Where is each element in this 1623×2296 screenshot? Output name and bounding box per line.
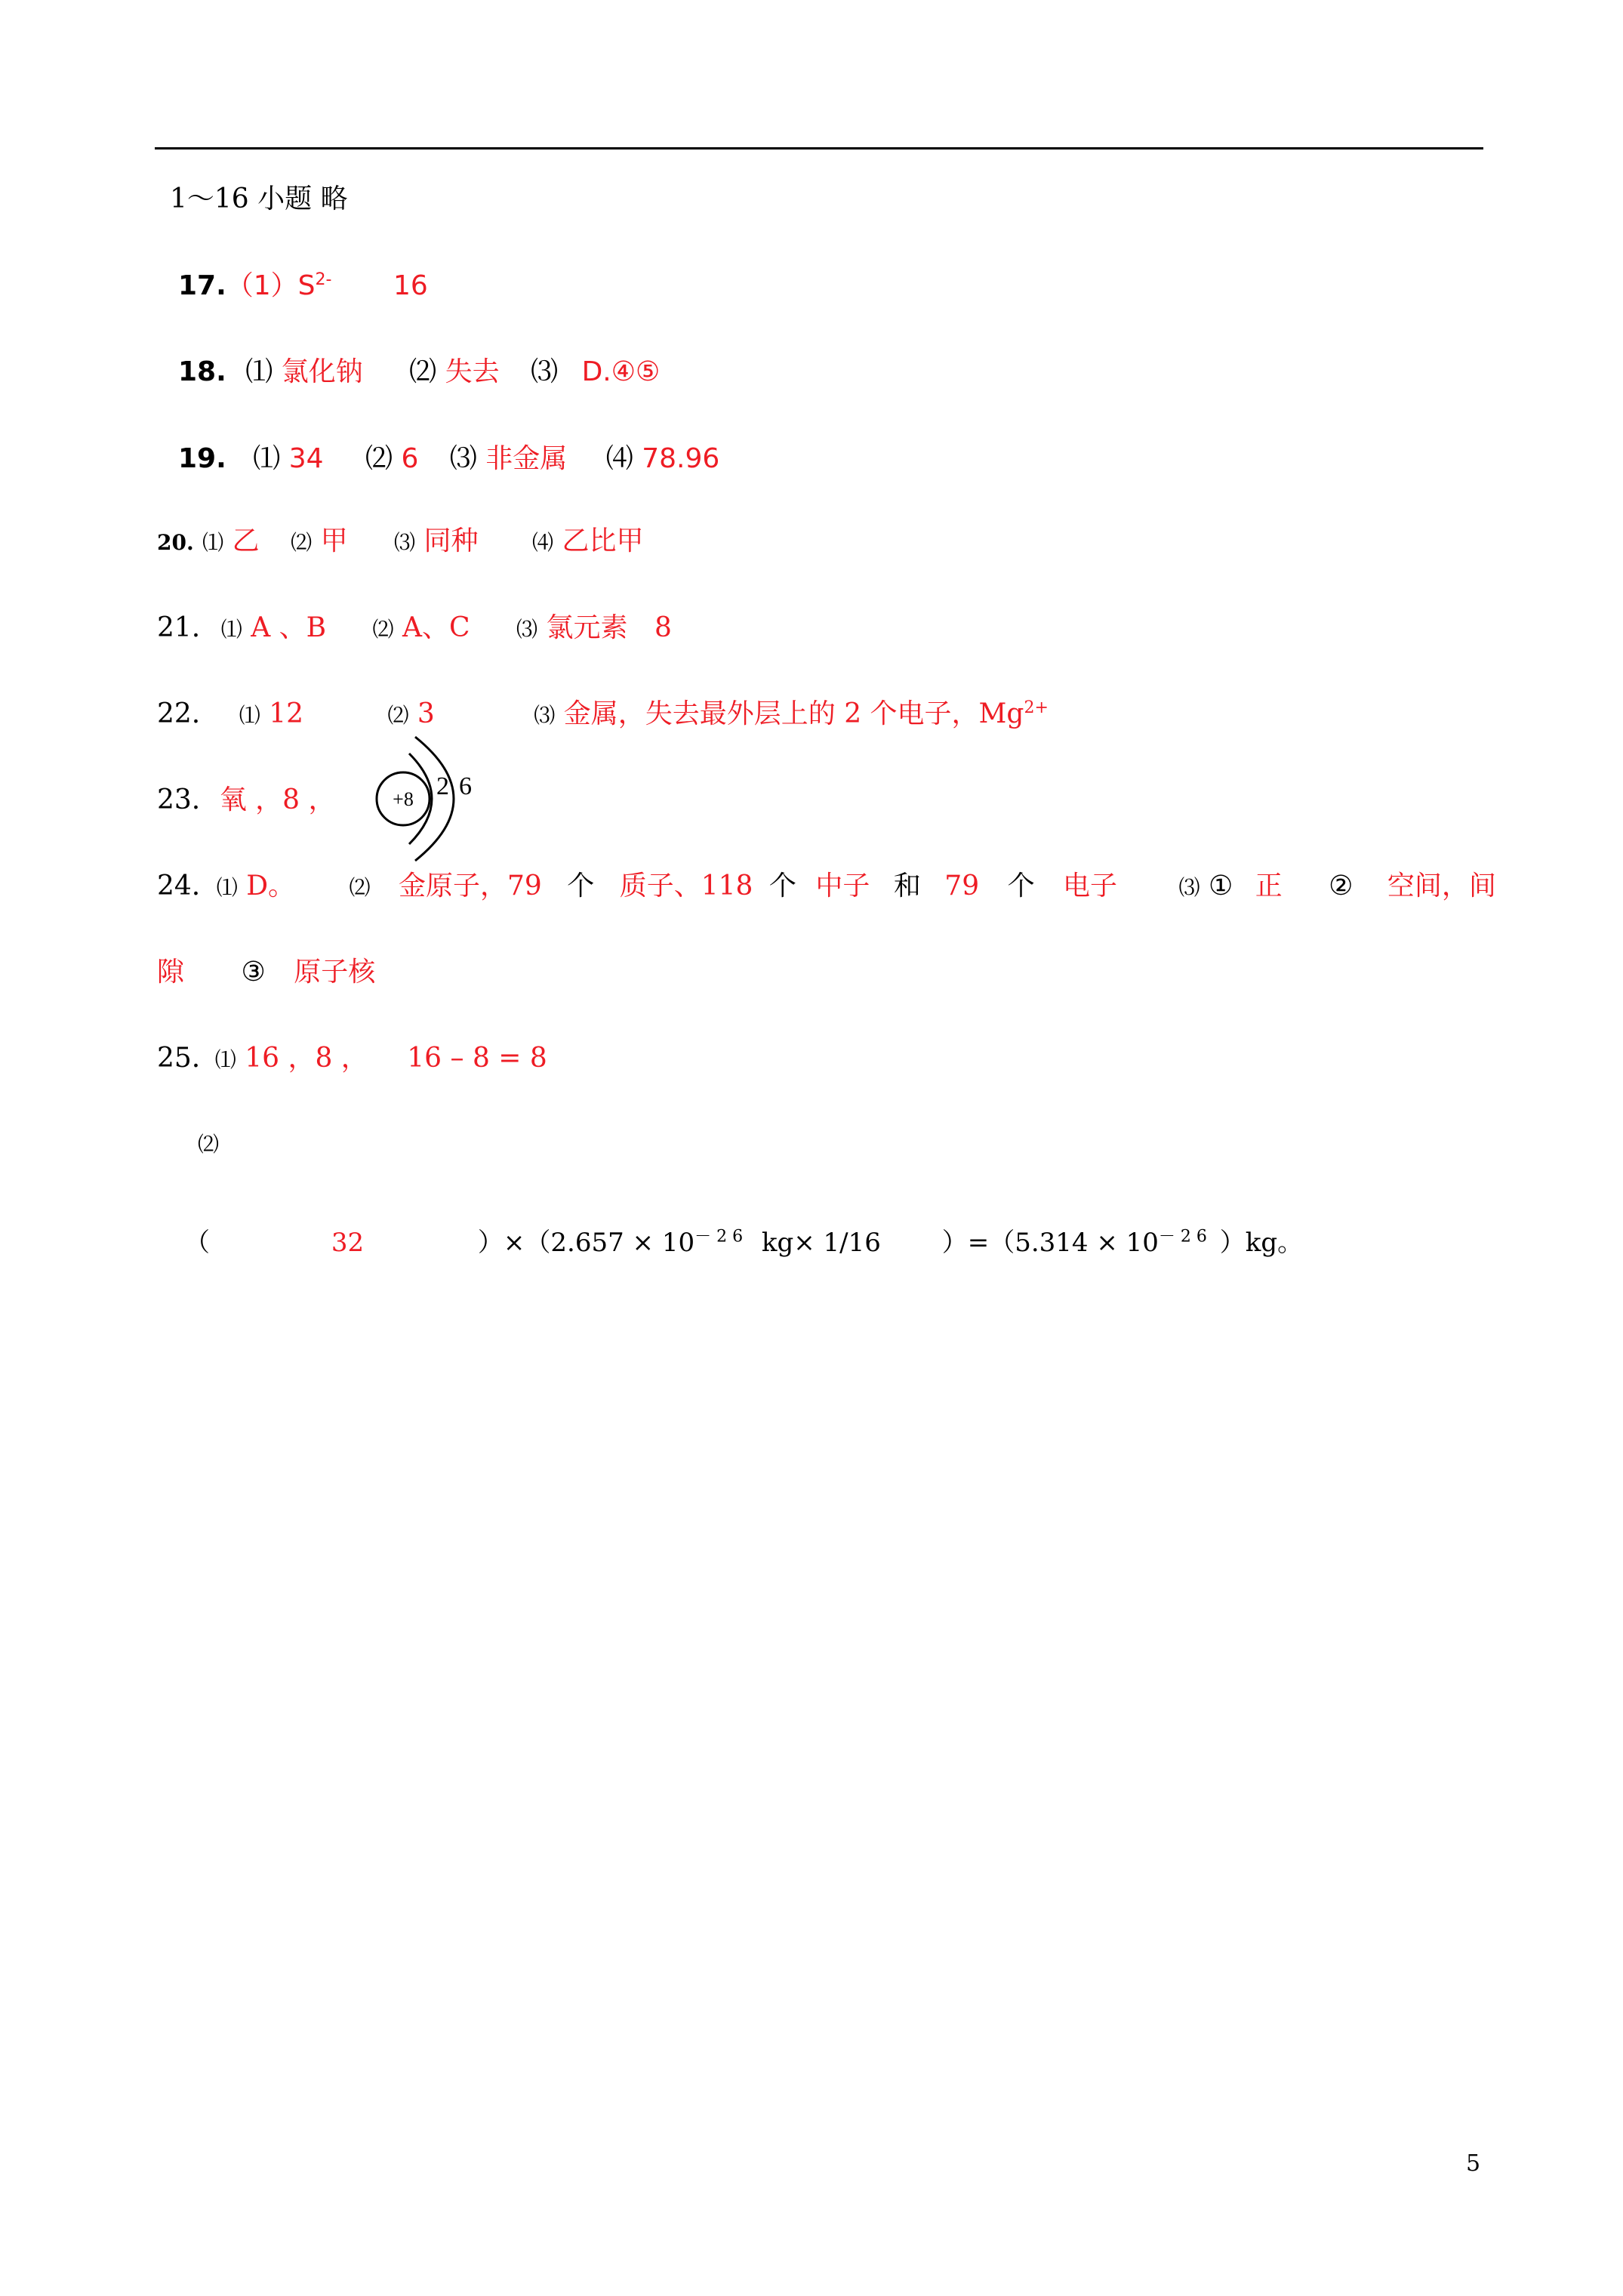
nucleus-charge: +8 bbox=[393, 788, 414, 810]
q24-circle-3: ③ bbox=[241, 957, 266, 988]
q24-answer-2e: 电子 bbox=[1063, 871, 1118, 901]
q24-answer-3c: 原子核 bbox=[294, 957, 376, 988]
q19-answer-1: 34 bbox=[288, 443, 324, 474]
q19-answer-3: 非金属 bbox=[485, 443, 568, 474]
q24-answer-2a: 金原子，79 bbox=[398, 871, 542, 901]
question-24 bbox=[157, 871, 1496, 903]
q18-label-2: ⑵ bbox=[409, 356, 437, 387]
q24-word-2: 个 bbox=[768, 871, 796, 901]
question-18 bbox=[178, 357, 660, 387]
q24-answer-2b: 质子、118 bbox=[619, 871, 753, 901]
q17-answer-2: 16 bbox=[393, 270, 428, 301]
q18-label-1: ⑴ bbox=[245, 356, 273, 387]
q17-superscript: 2- bbox=[315, 270, 332, 289]
question-23 bbox=[157, 785, 336, 815]
q20-label-1: ⑴ bbox=[202, 530, 224, 555]
q18-label-3: ⑶ bbox=[531, 356, 559, 387]
q20-label-2: ⑵ bbox=[291, 530, 313, 555]
q24-circle-2: ② bbox=[1329, 871, 1354, 901]
q20-answer-1: 乙 bbox=[232, 525, 260, 556]
q25-exponent-2: － 2 6 bbox=[1158, 1227, 1207, 1247]
question-20 bbox=[157, 526, 643, 558]
q22-answer-2: 3 bbox=[417, 698, 435, 729]
q22-label-1: ⑴ bbox=[239, 703, 260, 728]
q21-answer-3b: 8 bbox=[654, 612, 672, 643]
q22-label-2: ⑵ bbox=[387, 703, 409, 728]
q18-answer-1: 氯化钠 bbox=[281, 356, 363, 387]
q23-answer: 氧 ，8 ， bbox=[219, 784, 336, 815]
q24-label-3: ⑶ bbox=[1178, 875, 1200, 900]
q19-label-1: ⑴ bbox=[253, 443, 281, 474]
q25-expr-2: kg× 1/16 bbox=[761, 1228, 881, 1258]
q25-number: 25. bbox=[157, 1043, 201, 1074]
q25-open-paren: （ bbox=[184, 1228, 210, 1258]
q21-number: 21. bbox=[157, 612, 201, 643]
page-number: 5 bbox=[1466, 2150, 1481, 2177]
q24-label-2: ⑵ bbox=[349, 875, 371, 900]
q18-answer-2: 失去 bbox=[445, 356, 500, 387]
question-19 bbox=[178, 444, 719, 474]
q24-answer-3a: 正 bbox=[1255, 871, 1283, 901]
q24-answer-2c: 中子 bbox=[815, 871, 870, 901]
shell-1-electrons: 2 bbox=[436, 772, 449, 800]
q25-answer-1: 16 ，8 ， bbox=[245, 1043, 368, 1074]
question-24-continued bbox=[157, 957, 375, 988]
q21-answer-2: A、C bbox=[402, 612, 470, 643]
q20-label-4: ⑷ bbox=[531, 530, 553, 555]
q19-number: 19. bbox=[178, 443, 226, 474]
q24-word-4: 个 bbox=[1007, 871, 1035, 901]
q22-answer-3: 金属，失去最外层上的 2 个电子，Mg bbox=[563, 698, 1024, 729]
q25-expr-4: ）kg。 bbox=[1219, 1228, 1304, 1258]
q24-word-3: 和 bbox=[893, 871, 921, 901]
q24-answer-3b: 空间，间 bbox=[1387, 871, 1496, 901]
q17-answer-1: （1）S bbox=[226, 270, 316, 301]
q24-answer-1: D。 bbox=[246, 871, 296, 901]
q24-number: 24. bbox=[157, 871, 201, 901]
q19-label-2: ⑵ bbox=[365, 443, 393, 474]
q24-answer-3b-cont: 隙 bbox=[157, 957, 185, 988]
q21-label-1: ⑴ bbox=[220, 617, 242, 642]
q25-exponent-1: － 2 6 bbox=[694, 1227, 744, 1247]
header-rule bbox=[155, 147, 1483, 149]
q19-answer-2: 6 bbox=[401, 443, 419, 474]
question-17 bbox=[178, 271, 428, 301]
q23-number: 23. bbox=[157, 784, 201, 815]
q22-answer-1: 12 bbox=[269, 698, 303, 729]
q17-number: 17. bbox=[178, 270, 226, 301]
q24-label-1: ⑴ bbox=[216, 875, 238, 900]
q25-expr-3: ）=（5.314 × 10 bbox=[941, 1228, 1159, 1258]
header-note: 1～16 小题 略 bbox=[170, 183, 348, 214]
q21-label-2: ⑵ bbox=[372, 617, 394, 642]
q21-answer-1: A 、B bbox=[251, 612, 327, 643]
q20-answer-4: 乙比甲 bbox=[562, 525, 644, 556]
question-25 bbox=[157, 1043, 547, 1075]
q25-label-1: ⑴ bbox=[214, 1047, 236, 1072]
q18-answer-3: D.④⑤ bbox=[581, 356, 661, 387]
shell-2-electrons: 6 bbox=[459, 772, 472, 800]
q20-number: 20. bbox=[157, 530, 194, 555]
q24-word-1: 个 bbox=[567, 871, 595, 901]
q20-answer-2: 甲 bbox=[320, 525, 348, 556]
question-22 bbox=[157, 699, 1049, 731]
q25-answer-1b: 16 – 8 = 8 bbox=[407, 1043, 547, 1074]
q24-answer-2d: 79 bbox=[944, 871, 980, 901]
q22-label-3: ⑶ bbox=[534, 703, 556, 728]
q24-circle-1: ① bbox=[1208, 871, 1233, 901]
q22-number: 22. bbox=[157, 698, 201, 729]
question-21 bbox=[157, 613, 672, 645]
oxygen-atom-structure-diagram bbox=[364, 731, 492, 867]
q22-superscript: 2+ bbox=[1024, 698, 1049, 717]
q19-answer-4: 78.96 bbox=[642, 443, 720, 474]
q19-label-4: ⑷ bbox=[605, 443, 633, 474]
q21-label-3: ⑶ bbox=[516, 617, 538, 642]
q25-formula bbox=[184, 1222, 1303, 1259]
q25-label-2: ⑵ bbox=[198, 1132, 220, 1157]
q20-label-3: ⑶ bbox=[394, 530, 416, 555]
q20-answer-3: 同种 bbox=[423, 525, 479, 556]
q25-expr-1: ）×（2.657 × 10 bbox=[477, 1228, 695, 1258]
q25-red-value: 32 bbox=[331, 1228, 365, 1258]
q19-label-3: ⑶ bbox=[449, 443, 477, 474]
q18-number: 18. bbox=[178, 356, 226, 387]
q21-answer-3: 氯元素 bbox=[546, 612, 628, 643]
